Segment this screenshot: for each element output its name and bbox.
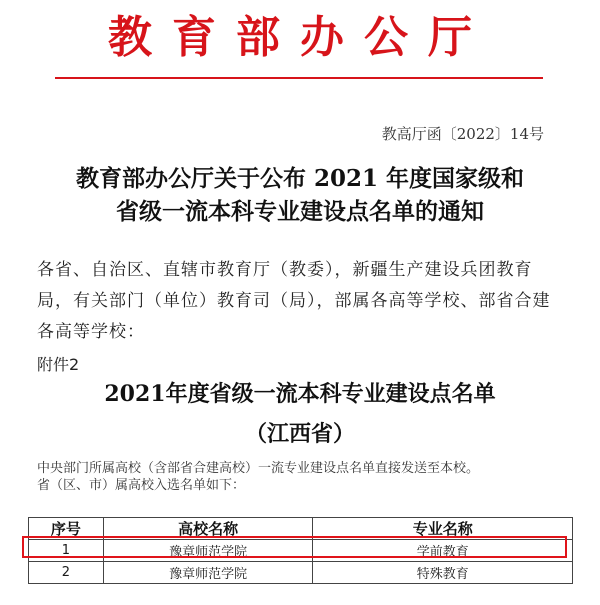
masthead: 教育部办公厅 [108,12,492,63]
highlight-box [22,536,567,558]
cell-index: 1 [29,540,104,562]
list-title: 2021年度省级一流本科专业建设点名单 [104,381,496,407]
note-line-1: 中央部门所属高校（含部省合建高校）一流专业建设点名单直接发送至本校。 [37,461,480,476]
note-line-2: 省（区、市）属高校入选名单如下： [37,478,246,493]
cell-school: 豫章师范学院 [103,562,313,584]
title-line-2: 省级一流本科专业建设点名单的通知 [116,198,484,225]
header-school: 高校名称 [103,518,313,540]
cell-major: 学前教育 [313,540,573,562]
title-line-1: 教育部办公厅关于公布 2021 年度国家级和 [75,165,525,192]
table-row [29,562,573,584]
cell-school: 豫章师范学院 [103,540,313,562]
document-title [0,162,600,228]
list-subtitle: （江西省） [244,421,355,447]
header-index: 序号 [29,518,104,540]
recipients-paragraph: 各省、自治区、直辖市教育厅（教委），新疆生产建设兵团教育局，有关部门（单位）教育司（局），部属各高等学校、部省合建各高等学校： [37,260,551,342]
note-paragraph [37,460,577,494]
cell-index: 2 [29,562,104,584]
cell-major: 特殊教育 [313,562,573,584]
attachment-label: 附件2 [37,355,80,374]
masthead-rule [55,77,543,79]
header-major: 专业名称 [313,518,573,540]
document-number: 教高厅函〔2022〕14号 [381,125,544,143]
